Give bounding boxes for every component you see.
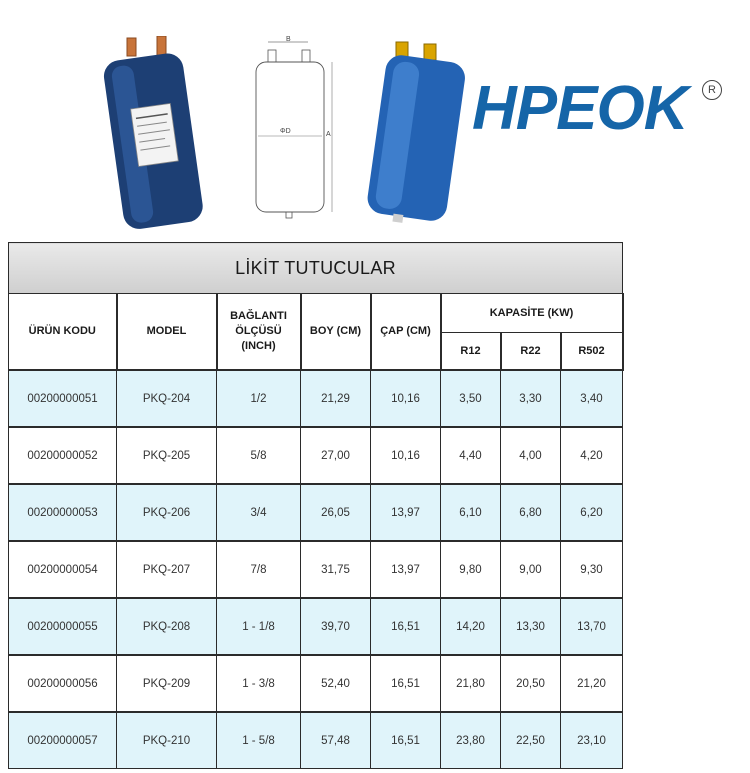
cell-boy: 27,00: [301, 427, 371, 484]
header-baglanti: [217, 294, 301, 371]
cell-boy: 57,48: [301, 712, 371, 769]
cell-cap: 10,16: [371, 427, 441, 484]
cell-r12: 14,20: [441, 598, 501, 655]
cell-kod: 00200000052: [9, 427, 117, 484]
cell-boy: 39,70: [301, 598, 371, 655]
cell-r22: 6,80: [501, 484, 561, 541]
cell-r12: 6,10: [441, 484, 501, 541]
header-cap: ÇAP (CM): [371, 294, 441, 371]
cell-r502: 4,20: [561, 427, 623, 484]
cell-cap: 16,51: [371, 712, 441, 769]
cell-r22: 20,50: [501, 655, 561, 712]
product-hero: [0, 0, 750, 240]
cell-kod: 00200000055: [9, 598, 117, 655]
cell-baglanti: 7/8: [217, 541, 301, 598]
cell-baglanti: 1 - 3/8: [217, 655, 301, 712]
cell-model: PKQ-205: [117, 427, 217, 484]
header-boy: BOY (CM): [301, 294, 371, 371]
table-title: LİKİT TUTUCULAR: [9, 243, 623, 294]
table-row: [9, 484, 623, 541]
cell-r22: 22,50: [501, 712, 561, 769]
cell-model: PKQ-207: [117, 541, 217, 598]
cell-r22: 13,30: [501, 598, 561, 655]
cell-model: PKQ-206: [117, 484, 217, 541]
accumulator-photo-blue: [358, 40, 468, 226]
table-row: [9, 712, 623, 769]
cell-cap: 10,16: [371, 370, 441, 427]
cell-model: PKQ-204: [117, 370, 217, 427]
cell-baglanti: 5/8: [217, 427, 301, 484]
cell-kod: 00200000056: [9, 655, 117, 712]
cell-baglanti: 1 - 1/8: [217, 598, 301, 655]
accumulator-technical-drawing: [246, 36, 336, 226]
cell-baglanti: 1 - 5/8: [217, 712, 301, 769]
cell-r502: 21,20: [561, 655, 623, 712]
accumulator-photo-dark: [100, 36, 210, 232]
cell-r502: 13,70: [561, 598, 623, 655]
registered-mark-icon: R: [702, 80, 722, 100]
cell-model: PKQ-210: [117, 712, 217, 769]
cell-kod: 00200000054: [9, 541, 117, 598]
cell-boy: 31,75: [301, 541, 371, 598]
cell-r12: 9,80: [441, 541, 501, 598]
header-baglanti-line3: (INCH): [241, 340, 276, 352]
cell-cap: 13,97: [371, 541, 441, 598]
cell-baglanti: 1/2: [217, 370, 301, 427]
cell-r22: 9,00: [501, 541, 561, 598]
dimension-label-diameter: ΦD: [280, 128, 291, 135]
header-kapasite: KAPASİTE (KW): [441, 294, 623, 333]
cell-kod: 00200000053: [9, 484, 117, 541]
cell-cap: 16,51: [371, 655, 441, 712]
cell-r22: 4,00: [501, 427, 561, 484]
cell-boy: 52,40: [301, 655, 371, 712]
cell-model: PKQ-208: [117, 598, 217, 655]
liquid-receiver-table-container: [8, 242, 622, 769]
cell-baglanti: 3/4: [217, 484, 301, 541]
table-row: [9, 370, 623, 427]
table-row: [9, 427, 623, 484]
cell-r22: 3,30: [501, 370, 561, 427]
cell-r12: 3,50: [441, 370, 501, 427]
table-row: [9, 598, 623, 655]
cell-r12: 23,80: [441, 712, 501, 769]
cell-cap: 13,97: [371, 484, 441, 541]
cell-r502: 6,20: [561, 484, 623, 541]
header-urun-kodu: ÜRÜN KODU: [9, 294, 117, 371]
cell-r12: 21,80: [441, 655, 501, 712]
cell-r502: 23,10: [561, 712, 623, 769]
cell-model: PKQ-209: [117, 655, 217, 712]
dimension-label-a: A: [326, 131, 331, 138]
header-r12: R12: [441, 333, 501, 371]
cell-r502: 9,30: [561, 541, 623, 598]
cell-cap: 16,51: [371, 598, 441, 655]
dimension-label-b: B: [286, 36, 291, 43]
header-baglanti-line1: BAĞLANTI: [230, 310, 287, 322]
cell-r12: 4,40: [441, 427, 501, 484]
cell-boy: 21,29: [301, 370, 371, 427]
header-baglanti-line2: ÖLÇÜSÜ: [235, 325, 282, 337]
cell-boy: 26,05: [301, 484, 371, 541]
cell-kod: 00200000051: [9, 370, 117, 427]
cell-r502: 3,40: [561, 370, 623, 427]
table-row: [9, 541, 623, 598]
header-r502: R502: [561, 333, 623, 371]
cell-kod: 00200000057: [9, 712, 117, 769]
brand-logo: HPEOK: [472, 74, 688, 143]
header-r22: R22: [501, 333, 561, 371]
header-model: MODEL: [117, 294, 217, 371]
table-row: [9, 655, 623, 712]
liquid-receiver-table: [8, 242, 624, 769]
